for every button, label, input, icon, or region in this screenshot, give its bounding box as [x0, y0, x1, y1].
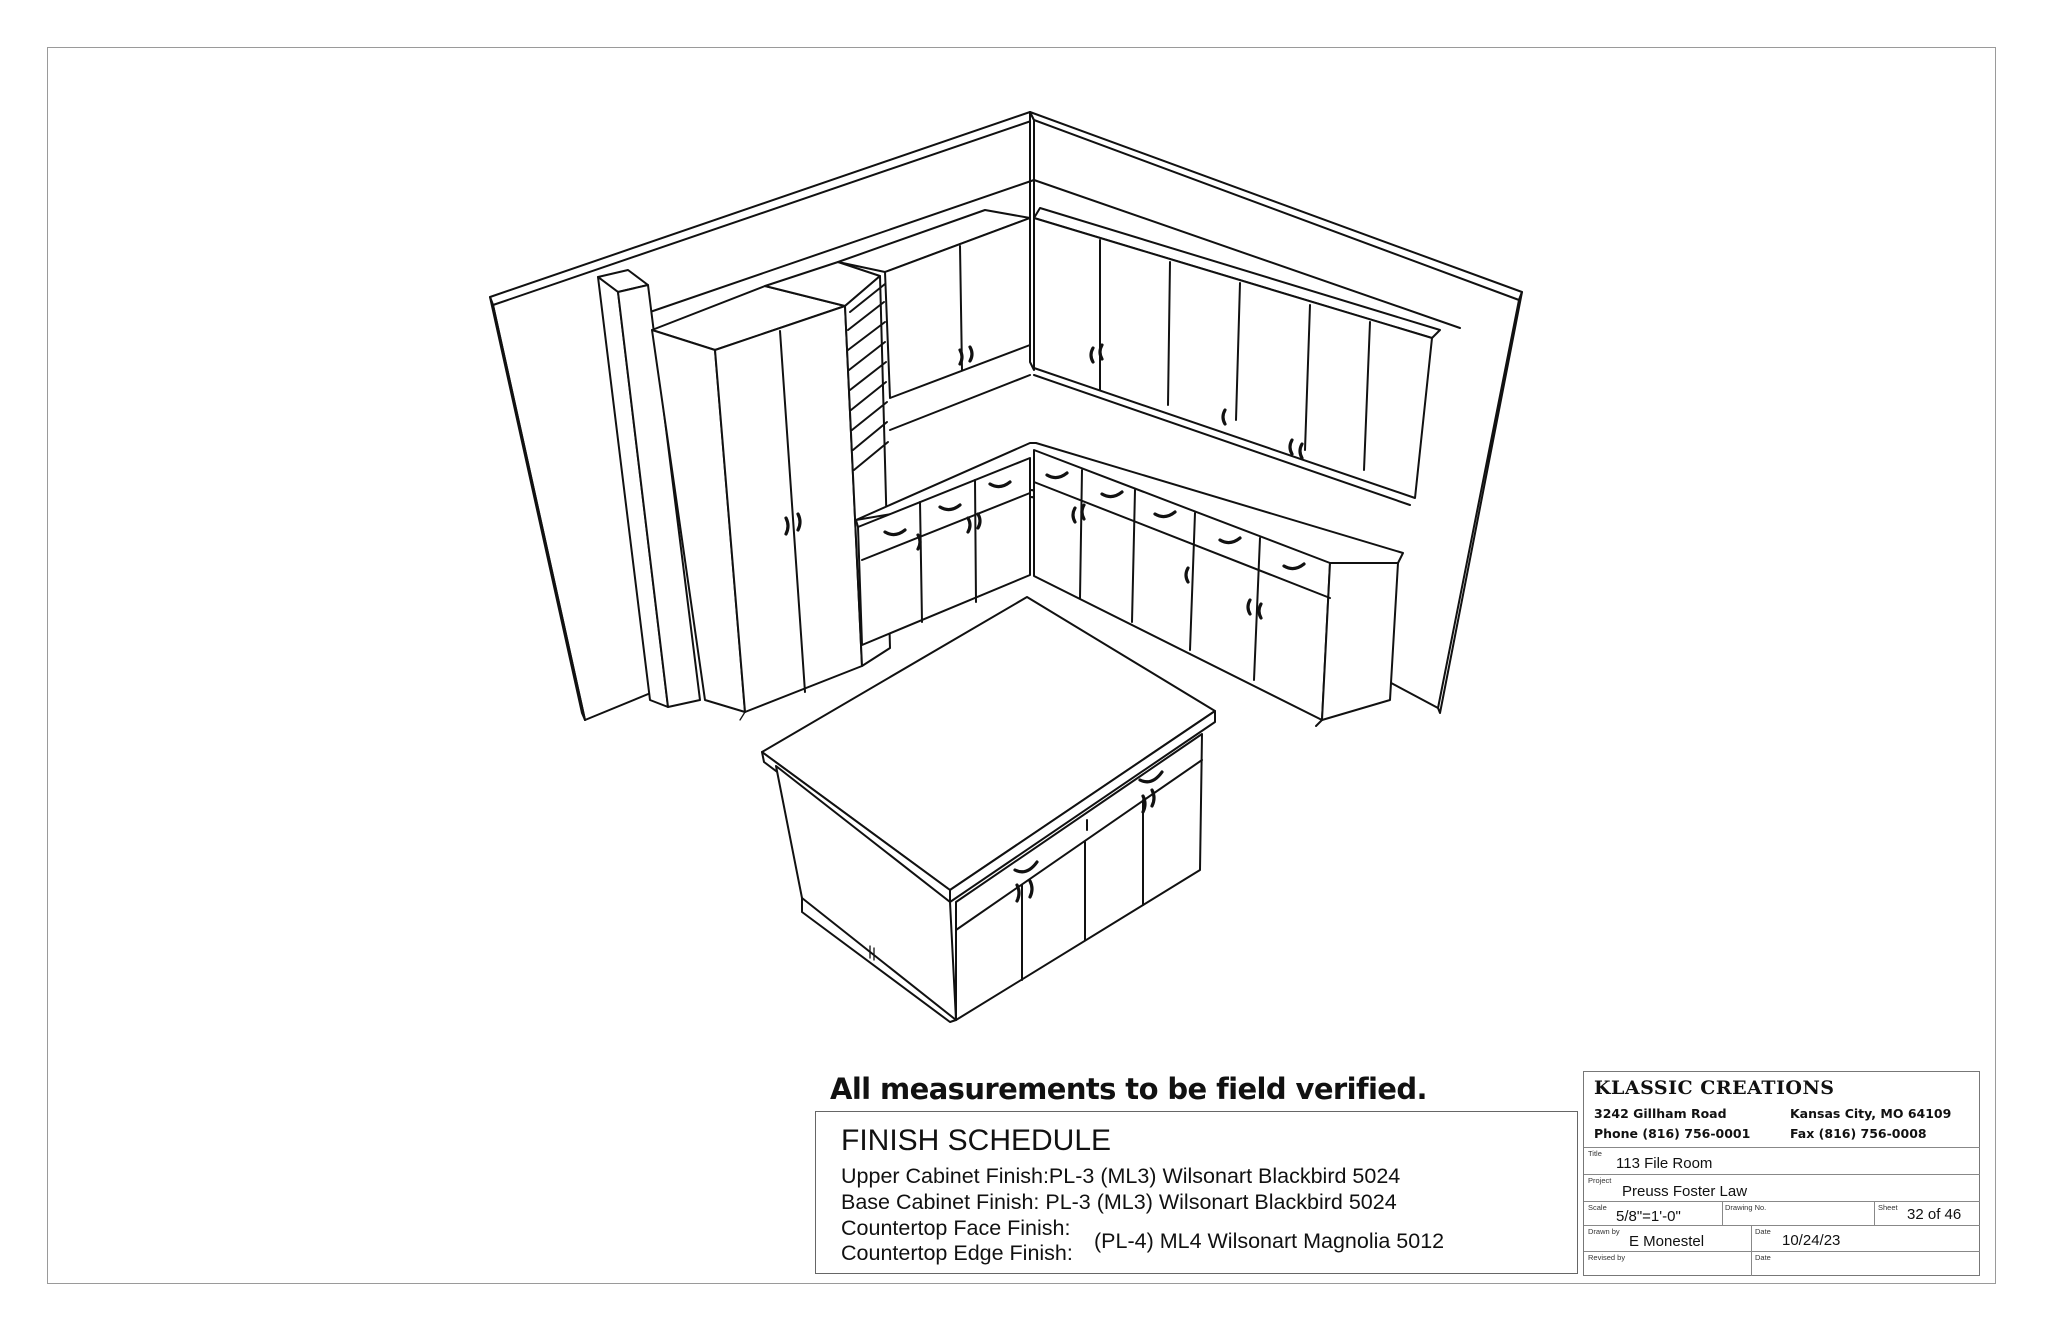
project-caption: Project — [1588, 1176, 1612, 1185]
project-name: Preuss Foster Law — [1622, 1183, 1748, 1200]
drawing-date: 10/24/23 — [1782, 1232, 1841, 1249]
drawing-no-caption: Drawing No. — [1725, 1203, 1767, 1212]
revised-date-caption: Date — [1755, 1253, 1771, 1262]
drawing-title: 113 File Room — [1616, 1155, 1713, 1172]
divider — [1584, 1251, 1980, 1252]
company-name: KLASSIC CREATIONS — [1594, 1077, 1835, 1099]
finish-schedule-title: FINISH SCHEDULE — [841, 1124, 1112, 1157]
drawn-by-caption: Drawn by — [1588, 1227, 1620, 1236]
divider — [1584, 1201, 1980, 1202]
divider — [1722, 1201, 1723, 1225]
upper-cabinet-finish: Upper Cabinet Finish:PL-3 (ML3) Wilsonart Blackbird 5024 — [841, 1164, 1401, 1188]
finish-schedule — [815, 1111, 1578, 1274]
company-city: Kansas City, MO 64109 — [1790, 1106, 1952, 1121]
revised-by-caption: Revised by — [1588, 1253, 1626, 1262]
company-fax: Fax (816) 756-0008 — [1790, 1126, 1927, 1141]
base-cabinet-finish: Base Cabinet Finish: PL-3 (ML3) Wilsonart Blackbird 5024 — [841, 1190, 1397, 1214]
countertop-face-finish: Countertop Face Finish: — [841, 1216, 1071, 1240]
divider — [1584, 1147, 1980, 1148]
date-caption: Date — [1755, 1227, 1771, 1236]
drawn-by-name: E Monestel — [1629, 1233, 1705, 1250]
countertop-finish-value: (PL-4) ML4 Wilsonart Magnolia 5012 — [1094, 1229, 1445, 1253]
right-wall-face — [1438, 292, 1522, 713]
title-caption: Title — [1588, 1149, 1602, 1158]
title-block — [1583, 1071, 1980, 1276]
divider — [1584, 1174, 1980, 1175]
divider — [1874, 1201, 1875, 1225]
company-street: 3242 Gillham Road — [1594, 1106, 1727, 1121]
countertop-edge-finish: Countertop Edge Finish: — [841, 1241, 1073, 1265]
company-phone: Phone (816) 756-0001 — [1594, 1126, 1751, 1141]
scale-caption: Scale — [1588, 1203, 1607, 1212]
sheet-caption: Sheet — [1878, 1203, 1898, 1212]
divider — [1584, 1225, 1980, 1226]
scale-value: 5/8"=1'-0" — [1616, 1208, 1681, 1225]
sheet-number: 32 of 46 — [1907, 1206, 1962, 1223]
field-verify-note: All measurements to be field verified. — [830, 1072, 1427, 1106]
